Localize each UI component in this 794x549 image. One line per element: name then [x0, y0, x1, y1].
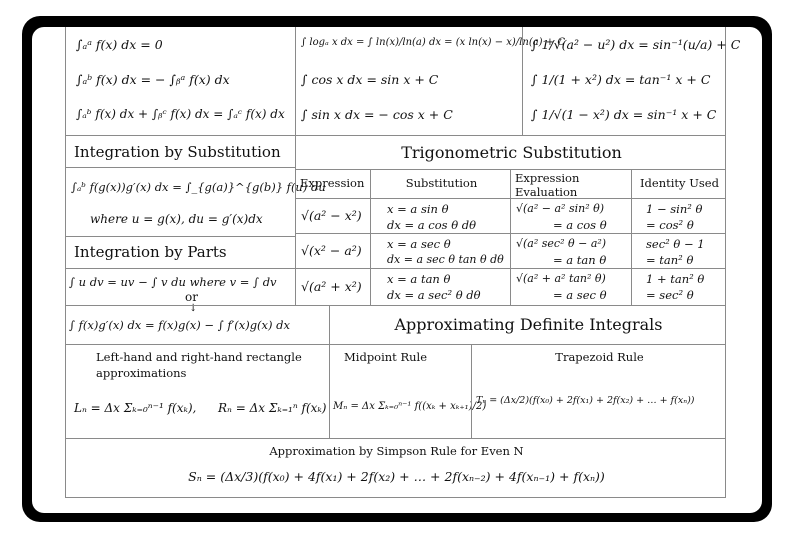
trig-header-substitution — [370, 169, 511, 199]
trapezoid-rule-formula: Tₙ = (Δx/2)(f(x₀) + 2f(x₁) + 2f(x₂) + … + f(xₙ)) — [476, 395, 695, 406]
cos-rule: ∫ cos x dx = sin x + C — [301, 72, 439, 87]
trig-header-substitution-label: Substitution — [405, 176, 478, 190]
left-rectangle-formula: Lₙ = Δx Σₖ₌₀ⁿ⁻¹ f(xₖ), — [74, 401, 197, 415]
trig-row-1-expression — [295, 198, 371, 234]
log-rule: ∫ logₐ x dx = ∫ ln(x)/ln(a) dx = (x ln(x) − x)/ln(a) + C — [301, 37, 565, 48]
trig-row-2-identity-rhs: = tan² θ — [646, 253, 694, 267]
trig-row-1-identity-lhs: 1 − sin² θ — [646, 202, 703, 216]
trig-row-3-sub-x: x = a tan θ — [387, 272, 451, 286]
trig-row-3-identity-lhs: 1 + tan² θ — [646, 272, 705, 286]
trig-row-2-expression — [295, 233, 371, 269]
trig-row-1-eval-result: = a cos θ — [553, 218, 607, 232]
trig-row-3-evaluation — [510, 268, 632, 306]
midpoint-rule-title: Midpoint Rule — [344, 350, 428, 364]
substitution-formula-cell — [65, 167, 326, 237]
approx-title: Approximating Definite Integrals — [394, 315, 663, 334]
sin-rule: ∫ sin x dx = − cos x + C — [301, 107, 453, 122]
parts-alt-formula-cell — [65, 305, 330, 345]
trig-row-3-identity-rhs: = sec² θ — [646, 288, 694, 302]
basic-rule-additivity: ∫ₐᵇ f(x) dx + ∫ᵦᶜ f(x) dx = ∫ₐᶜ f(x) dx — [76, 107, 285, 121]
trig-row-2-identity — [631, 233, 726, 269]
simpson-rule-title: Approximation by Simpson Rule for Even N — [269, 444, 524, 458]
trig-row-3-eval-result: = a sec θ — [553, 288, 607, 302]
rectangle-rule-cell — [65, 344, 330, 439]
trapezoid-rule-cell — [471, 344, 726, 439]
parts-formula: ∫ u dv = uv − ∫ v du where v = ∫ dv — [69, 275, 277, 289]
trig-row-1-identity-rhs: = cos² θ — [646, 218, 694, 232]
midpoint-rule-cell — [329, 344, 487, 439]
trig-row-3-expression-value: √(a² + x²) — [301, 279, 362, 294]
trig-header-expression-label: Expression — [300, 176, 365, 190]
parts-alt-formula: ∫ f(x)g′(x) dx = f(x)g(x) − ∫ f′(x)g(x) dx — [69, 318, 291, 332]
trig-row-2-sub-dx: dx = a sec θ tan θ dθ — [387, 253, 504, 266]
rectangle-rule-title-line2: approximations — [96, 366, 187, 380]
trig-row-1-eval-expr: √(a² − a² sin² θ) — [516, 202, 605, 215]
substitution-title-cell — [65, 135, 296, 168]
substitution-title: Integration by Substitution — [74, 143, 281, 161]
trig-row-3-eval-expr: √(a² + a² tan² θ) — [516, 272, 606, 285]
parts-down-arrow: ↓ — [189, 303, 198, 314]
midpoint-rule-formula: Mₙ = Δx Σₖ₌₀ⁿ⁻¹ f((xₖ + xₖ₊₁)/2) — [333, 401, 487, 412]
parts-title: Integration by Parts — [74, 243, 227, 261]
right-rectangle-formula: Rₙ = Δx Σₖ₌₁ⁿ f(xₖ) — [218, 401, 327, 415]
trig-sub-title-cell — [295, 135, 726, 170]
trig-row-1-sub-dx: dx = a cos θ dθ — [387, 218, 477, 232]
trig-row-1-evaluation — [510, 198, 632, 234]
trig-header-evaluation-label: Expression Evaluation — [515, 171, 580, 199]
trig-row-2-expression-value: √(x² − a²) — [301, 243, 362, 258]
trig-header-identity-label: Identity Used — [640, 176, 719, 190]
trig-row-3-sub-dx: dx = a sec² θ dθ — [387, 288, 481, 302]
trig-row-2-substitution — [370, 233, 511, 269]
trig-row-2-eval-result: = a tan θ — [553, 253, 607, 267]
trig-row-3-expression — [295, 268, 371, 306]
basic-rules-cell — [65, 27, 296, 136]
basic-rule-reverse-limits: ∫ₐᵇ f(x) dx = − ∫ᵦᵃ f(x) dx — [76, 72, 230, 87]
arctan-rule: ∫ 1/(1 + x²) dx = tan⁻¹ x + C — [531, 72, 711, 87]
trig-row-2-identity-lhs: sec² θ − 1 — [646, 237, 705, 251]
simpson-rule-formula: Sₙ = (Δx/3)(f(x₀) + 4f(x₁) + 2f(x₂) + … + 2f(xₙ₋₂) + 4f(xₙ₋₁) + f(xₙ)) — [188, 469, 605, 484]
rectangle-rule-title-line1: Left-hand and right-hand rectangle — [96, 350, 302, 364]
trapezoid-rule-title: Trapezoid Rule — [555, 350, 644, 364]
parts-or-label: or — [185, 290, 198, 304]
trig-row-1-expression-value: √(a² − x²) — [301, 208, 362, 223]
trig-row-2-eval-expr: √(a² sec² θ − a²) — [516, 237, 607, 250]
trig-sub-title: Trigonometric Substitution — [401, 143, 622, 162]
trig-row-2-sub-x: x = a sec θ — [387, 237, 451, 251]
trig-row-1-identity — [631, 198, 726, 234]
substitution-where: where u = g(x), du = g′(x)dx — [90, 212, 263, 226]
approx-title-cell — [329, 305, 726, 345]
trig-row-1-sub-x: x = a sin θ — [387, 202, 449, 216]
trig-row-2-evaluation — [510, 233, 632, 269]
arcsin-rule: ∫ 1/√(1 − x²) dx = sin⁻¹ x + C — [531, 107, 717, 122]
arcsin-a-rule: ∫ 1/√(a² − u²) dx = sin⁻¹(u/a) + C — [531, 37, 741, 52]
trig-row-3-substitution — [370, 268, 511, 306]
simpson-rule-cell — [65, 438, 726, 498]
parts-formula-cell — [65, 268, 296, 306]
trig-header-expression — [295, 169, 371, 199]
log-trig-rules-cell — [295, 27, 565, 136]
substitution-formula: ∫ₐᵇ f(g(x))g′(x) dx = ∫_{g(a)}^{g(b)} f(u) du — [71, 180, 326, 194]
parts-title-cell — [65, 236, 296, 269]
trig-header-evaluation — [510, 169, 632, 199]
trig-row-1-substitution — [370, 198, 511, 234]
basic-rule-zero-width: ∫ₐᵃ f(x) dx = 0 — [76, 37, 163, 52]
trig-row-3-identity — [631, 268, 726, 306]
trig-header-identity — [631, 169, 726, 199]
integration-cheat-sheet — [32, 27, 762, 513]
inverse-trig-rules-cell — [522, 27, 741, 136]
